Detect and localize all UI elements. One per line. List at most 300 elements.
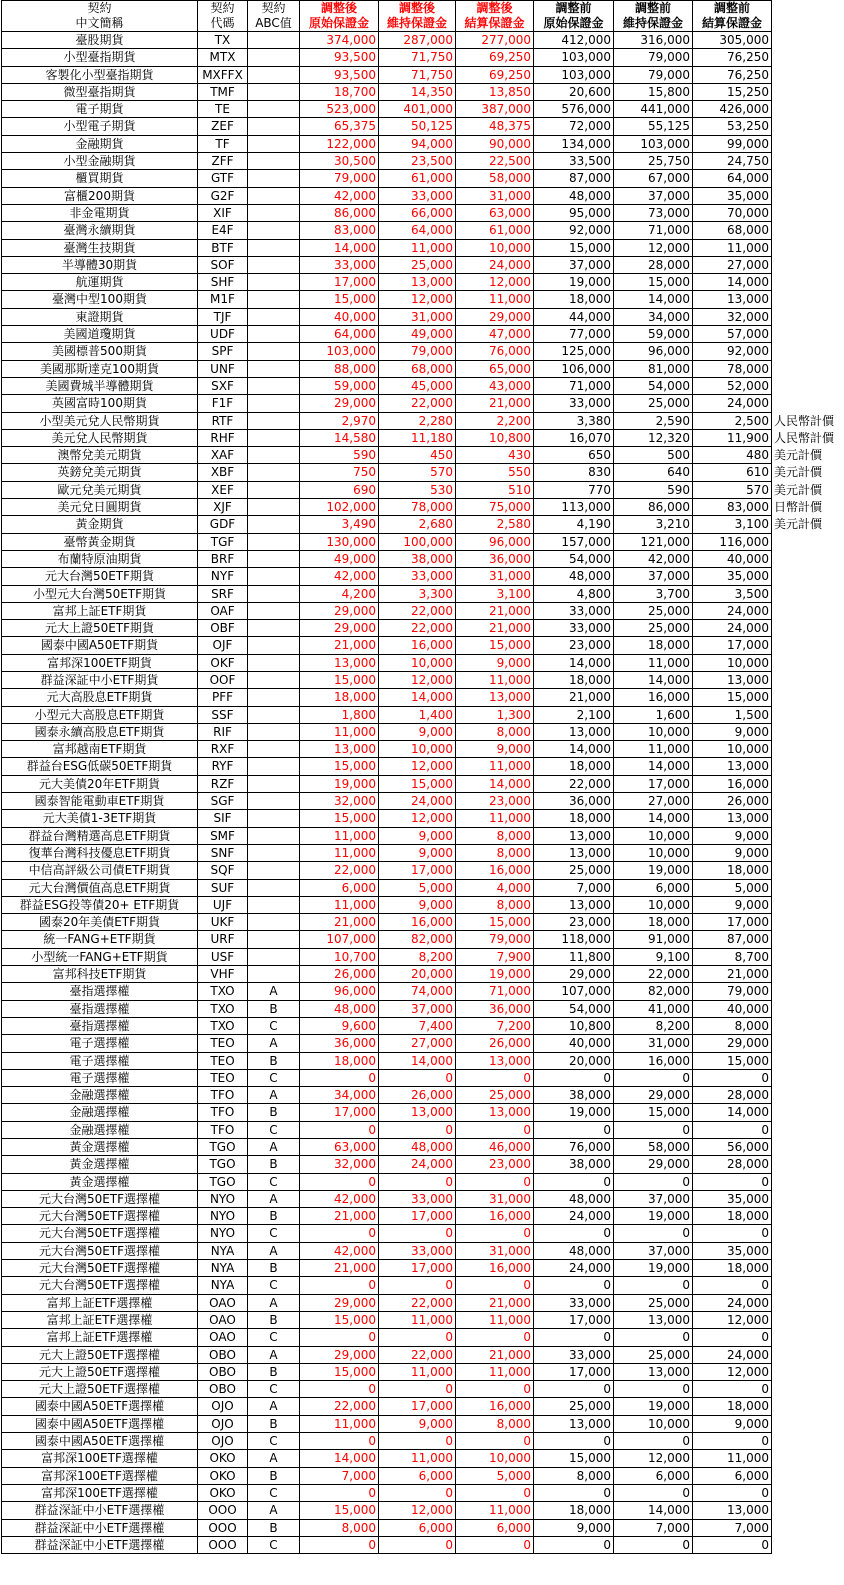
abc-value <box>248 447 300 464</box>
contract-code: TEO <box>198 1069 248 1086</box>
before-initial-margin: 48,000 <box>534 1242 614 1259</box>
before-settlement-margin: 70,000 <box>693 204 772 221</box>
after-maintenance-margin: 0 <box>379 1433 456 1450</box>
after-initial-margin: 15,000 <box>300 1502 379 1519</box>
after-maintenance-margin: 22,000 <box>379 1294 456 1311</box>
table-row <box>2 585 840 602</box>
currency-note <box>772 827 840 844</box>
after-maintenance-margin: 94,000 <box>379 135 456 152</box>
abc-value <box>248 550 300 567</box>
contract-code: TGF <box>198 533 248 550</box>
before-initial-margin: 576,000 <box>534 101 614 118</box>
before-maintenance-margin: 42,000 <box>614 550 693 567</box>
after-maintenance-margin: 12,000 <box>379 1502 456 1519</box>
before-maintenance-margin: 11,000 <box>614 654 693 671</box>
currency-note <box>772 1121 840 1138</box>
after-initial-margin: 11,000 <box>300 827 379 844</box>
abc-value <box>248 222 300 239</box>
after-settlement-margin: 1,300 <box>456 706 534 723</box>
abc-value <box>248 135 300 152</box>
currency-note <box>772 896 840 913</box>
currency-note <box>772 239 840 256</box>
currency-note <box>772 49 840 66</box>
contract-code: OJO <box>198 1415 248 1432</box>
currency-note <box>772 1415 840 1432</box>
before-initial-margin: 33,000 <box>534 602 614 619</box>
table-row <box>2 291 840 308</box>
after-maintenance-margin: 401,000 <box>379 101 456 118</box>
abc-value: C <box>248 1536 300 1553</box>
after-maintenance-margin: 8,200 <box>379 948 456 965</box>
before-initial-margin: 20,600 <box>534 83 614 100</box>
after-maintenance-margin: 5,000 <box>379 879 456 896</box>
abc-value: B <box>248 1260 300 1277</box>
before-settlement-margin: 8,700 <box>693 948 772 965</box>
contract-code: RYF <box>198 758 248 775</box>
before-initial-margin: 24,000 <box>534 1208 614 1225</box>
currency-note <box>772 1398 840 1415</box>
margin-table <box>1 0 840 1554</box>
after-initial-margin: 48,000 <box>300 1000 379 1017</box>
after-maintenance-margin: 11,000 <box>379 1311 456 1328</box>
before-initial-margin: 24,000 <box>534 1260 614 1277</box>
contract-name: 元大台灣價值高息ETF期貨 <box>2 879 198 896</box>
after-maintenance-margin: 9,000 <box>379 723 456 740</box>
table-row <box>2 343 840 360</box>
abc-value <box>248 239 300 256</box>
after-settlement-margin: 13,000 <box>456 1104 534 1121</box>
after-settlement-margin: 7,200 <box>456 1017 534 1034</box>
before-initial-margin: 19,000 <box>534 274 614 291</box>
contract-code: SQF <box>198 862 248 879</box>
table-row <box>2 308 840 325</box>
abc-value: C <box>248 1069 300 1086</box>
before-maintenance-margin: 0 <box>614 1433 693 1450</box>
table-row <box>2 879 840 896</box>
before-initial-margin: 16,070 <box>534 429 614 446</box>
after-settlement-margin: 9,000 <box>456 654 534 671</box>
currency-note <box>772 1260 840 1277</box>
contract-code: RZF <box>198 775 248 792</box>
before-initial-margin: 13,000 <box>534 723 614 740</box>
before-maintenance-margin: 27,000 <box>614 793 693 810</box>
currency-note <box>772 395 840 412</box>
before-maintenance-margin: 9,100 <box>614 948 693 965</box>
before-settlement-margin: 57,000 <box>693 326 772 343</box>
abc-value <box>248 706 300 723</box>
currency-note: 美元計價 <box>774 482 823 497</box>
before-initial-margin: 412,000 <box>534 32 614 49</box>
before-maintenance-margin: 13,000 <box>614 1311 693 1328</box>
before-initial-margin: 0 <box>534 1225 614 1242</box>
after-settlement-margin: 2,580 <box>456 516 534 533</box>
after-settlement-margin: 69,250 <box>456 66 534 83</box>
before-maintenance-margin: 11,000 <box>614 741 693 758</box>
after-maintenance-margin: 20,000 <box>379 966 456 983</box>
before-settlement-margin: 7,000 <box>693 1519 772 1536</box>
after-initial-margin: 107,000 <box>300 931 379 948</box>
table-row <box>2 1346 840 1363</box>
after-maintenance-margin: 61,000 <box>379 170 456 187</box>
after-settlement-margin: 75,000 <box>456 499 534 516</box>
after-settlement-margin: 11,000 <box>456 291 534 308</box>
after-initial-margin: 7,000 <box>300 1467 379 1484</box>
contract-code: SXF <box>198 377 248 394</box>
table-row <box>2 689 840 706</box>
before-maintenance-margin: 71,000 <box>614 222 693 239</box>
abc-value <box>248 464 300 481</box>
after-initial-margin: 130,000 <box>300 533 379 550</box>
contract-name: 電子選擇權 <box>2 1035 198 1052</box>
abc-value: C <box>248 1017 300 1034</box>
abc-value: C <box>248 1225 300 1242</box>
table-row <box>2 775 840 792</box>
contract-name: 非金電期貨 <box>2 204 198 221</box>
currency-note <box>772 793 840 810</box>
header-note-spacer <box>772 1 840 32</box>
after-settlement-margin: 0 <box>456 1069 534 1086</box>
contract-code: OBO <box>198 1346 248 1363</box>
before-settlement-margin: 40,000 <box>693 550 772 567</box>
table-row <box>2 499 840 516</box>
abc-value: C <box>248 1277 300 1294</box>
abc-value: B <box>248 1363 300 1380</box>
before-settlement-margin: 0 <box>693 1225 772 1242</box>
after-settlement-margin: 11,000 <box>456 810 534 827</box>
currency-note: 美元計價 <box>774 465 823 480</box>
after-initial-margin: 29,000 <box>300 395 379 412</box>
contract-name: 臺灣中型100期貨 <box>2 291 198 308</box>
after-maintenance-margin: 24,000 <box>379 793 456 810</box>
table-row <box>2 170 840 187</box>
contract-name: 臺指選擇權 <box>2 1000 198 1017</box>
before-settlement-margin: 15,000 <box>693 1052 772 1069</box>
after-maintenance-margin: 82,000 <box>379 931 456 948</box>
before-settlement-margin: 0 <box>693 1173 772 1190</box>
before-maintenance-margin: 640 <box>614 464 693 481</box>
table-row <box>2 620 840 637</box>
after-initial-margin: 18,000 <box>300 689 379 706</box>
abc-value <box>248 948 300 965</box>
abc-value <box>248 723 300 740</box>
currency-note: 日幣計價 <box>774 500 823 515</box>
contract-code: SOF <box>198 256 248 273</box>
contract-code: URF <box>198 931 248 948</box>
before-maintenance-margin: 79,000 <box>614 66 693 83</box>
after-settlement-margin: 15,000 <box>456 637 534 654</box>
before-initial-margin: 0 <box>534 1277 614 1294</box>
after-settlement-margin: 0 <box>456 1225 534 1242</box>
after-maintenance-margin: 48,000 <box>379 1139 456 1156</box>
table-row <box>2 723 840 740</box>
abc-value <box>248 32 300 49</box>
before-settlement-margin: 12,000 <box>693 1311 772 1328</box>
contract-code: SIF <box>198 810 248 827</box>
currency-note <box>772 326 840 343</box>
table-row <box>2 533 840 550</box>
currency-note <box>772 187 840 204</box>
after-maintenance-margin: 530 <box>379 481 456 498</box>
contract-code: RHF <box>198 429 248 446</box>
currency-note <box>772 948 840 965</box>
contract-code: OKO <box>198 1467 248 1484</box>
before-settlement-margin: 5,000 <box>693 879 772 896</box>
currency-note <box>772 118 840 135</box>
table-row <box>2 827 840 844</box>
table-row <box>2 602 840 619</box>
abc-value: B <box>248 1467 300 1484</box>
after-settlement-margin: 510 <box>456 481 534 498</box>
contract-code: TGO <box>198 1139 248 1156</box>
before-maintenance-margin: 82,000 <box>614 983 693 1000</box>
contract-name: 黃金期貨 <box>2 516 198 533</box>
contract-code: OOO <box>198 1536 248 1553</box>
currency-note <box>772 533 840 550</box>
abc-value <box>248 793 300 810</box>
before-initial-margin: 2,100 <box>534 706 614 723</box>
before-maintenance-margin: 67,000 <box>614 170 693 187</box>
abc-value: A <box>248 1035 300 1052</box>
after-initial-margin: 88,000 <box>300 360 379 377</box>
before-maintenance-margin: 59,000 <box>614 326 693 343</box>
before-initial-margin: 71,000 <box>534 377 614 394</box>
abc-value <box>248 395 300 412</box>
contract-name: 金融選擇權 <box>2 1104 198 1121</box>
after-settlement-margin: 16,000 <box>456 1208 534 1225</box>
contract-code: TFO <box>198 1121 248 1138</box>
after-settlement-margin: 21,000 <box>456 1346 534 1363</box>
contract-name: 美國道瓊期貨 <box>2 326 198 343</box>
after-initial-margin: 96,000 <box>300 983 379 1000</box>
currency-note <box>772 1052 840 1069</box>
before-initial-margin: 33,500 <box>534 153 614 170</box>
contract-code: PFF <box>198 689 248 706</box>
contract-name: 國泰中國A50ETF選擇權 <box>2 1415 198 1432</box>
before-maintenance-margin: 54,000 <box>614 377 693 394</box>
before-settlement-margin: 13,000 <box>693 758 772 775</box>
currency-note: 人民幣計價 <box>774 430 835 445</box>
before-initial-margin: 54,000 <box>534 1000 614 1017</box>
before-initial-margin: 18,000 <box>534 1502 614 1519</box>
after-maintenance-margin: 9,000 <box>379 1415 456 1432</box>
after-initial-margin: 21,000 <box>300 1260 379 1277</box>
after-initial-margin: 49,000 <box>300 550 379 567</box>
after-maintenance-margin: 6,000 <box>379 1519 456 1536</box>
currency-note <box>772 758 840 775</box>
abc-value <box>248 187 300 204</box>
before-settlement-margin: 9,000 <box>693 1415 772 1432</box>
before-maintenance-margin: 0 <box>614 1069 693 1086</box>
abc-value <box>248 256 300 273</box>
table-row <box>2 360 840 377</box>
contract-name: 元大台灣50ETF期貨 <box>2 568 198 585</box>
table-row <box>2 966 840 983</box>
before-maintenance-margin: 29,000 <box>614 1156 693 1173</box>
abc-value <box>248 568 300 585</box>
contract-code: NYF <box>198 568 248 585</box>
contract-code: F1F <box>198 395 248 412</box>
table-row <box>2 758 840 775</box>
table-row <box>2 706 840 723</box>
before-settlement-margin: 24,000 <box>693 620 772 637</box>
after-settlement-margin: 8,000 <box>456 896 534 913</box>
table-row <box>2 516 840 533</box>
before-settlement-margin: 480 <box>693 447 772 464</box>
after-maintenance-margin: 66,000 <box>379 204 456 221</box>
before-settlement-margin: 76,250 <box>693 49 772 66</box>
currency-note <box>772 620 840 637</box>
before-settlement-margin: 0 <box>693 1536 772 1553</box>
contract-name: 元大上證50ETF選擇權 <box>2 1363 198 1380</box>
after-maintenance-margin: 12,000 <box>379 810 456 827</box>
currency-note <box>772 568 840 585</box>
currency-note <box>772 966 840 983</box>
after-initial-margin: 0 <box>300 1173 379 1190</box>
contract-name: 富邦上証ETF選擇權 <box>2 1294 198 1311</box>
after-settlement-margin: 63,000 <box>456 204 534 221</box>
after-maintenance-margin: 22,000 <box>379 395 456 412</box>
before-settlement-margin: 9,000 <box>693 896 772 913</box>
before-settlement-margin: 116,000 <box>693 533 772 550</box>
after-maintenance-margin: 68,000 <box>379 360 456 377</box>
after-settlement-margin: 16,000 <box>456 1260 534 1277</box>
currency-note <box>772 1208 840 1225</box>
before-settlement-margin: 17,000 <box>693 914 772 931</box>
abc-value <box>248 49 300 66</box>
after-maintenance-margin: 71,750 <box>379 66 456 83</box>
after-maintenance-margin: 11,000 <box>379 1363 456 1380</box>
abc-value <box>248 741 300 758</box>
after-maintenance-margin: 33,000 <box>379 1242 456 1259</box>
before-maintenance-margin: 25,000 <box>614 1346 693 1363</box>
after-maintenance-margin: 7,400 <box>379 1017 456 1034</box>
after-initial-margin: 0 <box>300 1433 379 1450</box>
before-initial-margin: 44,000 <box>534 308 614 325</box>
abc-value: A <box>248 1450 300 1467</box>
table-row <box>2 239 840 256</box>
before-settlement-margin: 18,000 <box>693 1398 772 1415</box>
after-initial-margin: 17,000 <box>300 1104 379 1121</box>
after-maintenance-margin: 22,000 <box>379 620 456 637</box>
abc-value <box>248 844 300 861</box>
contract-name: 群益ESG投等債20+ ETF期貨 <box>2 896 198 913</box>
currency-note <box>772 1000 840 1017</box>
currency-note <box>772 1035 840 1052</box>
before-settlement-margin: 11,000 <box>693 239 772 256</box>
contract-name: 國泰智能電動車ETF期貨 <box>2 793 198 810</box>
before-maintenance-margin: 0 <box>614 1173 693 1190</box>
after-initial-margin: 65,375 <box>300 118 379 135</box>
table-row <box>2 1225 840 1242</box>
table-row <box>2 1415 840 1432</box>
contract-name: 臺指選擇權 <box>2 1017 198 1034</box>
before-maintenance-margin: 18,000 <box>614 637 693 654</box>
contract-code: NYA <box>198 1260 248 1277</box>
before-initial-margin: 830 <box>534 464 614 481</box>
after-settlement-margin: 43,000 <box>456 377 534 394</box>
currency-note <box>772 775 840 792</box>
after-maintenance-margin: 37,000 <box>379 1000 456 1017</box>
table-row <box>2 1363 840 1380</box>
after-maintenance-margin: 450 <box>379 447 456 464</box>
after-maintenance-margin: 22,000 <box>379 602 456 619</box>
before-maintenance-margin: 103,000 <box>614 135 693 152</box>
currency-note <box>772 844 840 861</box>
contract-code: BRF <box>198 550 248 567</box>
after-maintenance-margin: 78,000 <box>379 499 456 516</box>
before-settlement-margin: 52,000 <box>693 377 772 394</box>
after-initial-margin: 21,000 <box>300 1208 379 1225</box>
after-initial-margin: 11,000 <box>300 844 379 861</box>
after-maintenance-margin: 0 <box>379 1484 456 1501</box>
before-initial-margin: 14,000 <box>534 654 614 671</box>
contract-code: OAO <box>198 1311 248 1328</box>
contract-code: TEO <box>198 1052 248 1069</box>
before-settlement-margin: 6,000 <box>693 1467 772 1484</box>
contract-code: GDF <box>198 516 248 533</box>
contract-code: SHF <box>198 274 248 291</box>
after-initial-margin: 1,800 <box>300 706 379 723</box>
contract-code: TEO <box>198 1035 248 1052</box>
abc-value <box>248 204 300 221</box>
abc-value: B <box>248 1156 300 1173</box>
before-maintenance-margin: 81,000 <box>614 360 693 377</box>
after-initial-margin: 34,000 <box>300 1087 379 1104</box>
after-settlement-margin: 24,000 <box>456 256 534 273</box>
table-row <box>2 1104 840 1121</box>
before-initial-margin: 650 <box>534 447 614 464</box>
abc-value <box>248 326 300 343</box>
table-row <box>2 896 840 913</box>
contract-code: NYA <box>198 1242 248 1259</box>
contract-code: XEF <box>198 481 248 498</box>
before-initial-margin: 38,000 <box>534 1087 614 1104</box>
table-row <box>2 1000 840 1017</box>
abc-value <box>248 499 300 516</box>
before-initial-margin: 36,000 <box>534 793 614 810</box>
abc-value <box>248 775 300 792</box>
before-settlement-margin: 0 <box>693 1329 772 1346</box>
header-after-initial: 調整後 原始保證金 <box>300 1 379 32</box>
after-settlement-margin: 23,000 <box>456 793 534 810</box>
after-maintenance-margin: 13,000 <box>379 1104 456 1121</box>
after-settlement-margin: 21,000 <box>456 620 534 637</box>
before-initial-margin: 48,000 <box>534 568 614 585</box>
before-initial-margin: 33,000 <box>534 1346 614 1363</box>
currency-note <box>772 637 840 654</box>
contract-name: 小型電子期貨 <box>2 118 198 135</box>
contract-name: 美元兌人民幣期貨 <box>2 429 198 446</box>
after-initial-margin: 0 <box>300 1277 379 1294</box>
table-row <box>2 1467 840 1484</box>
after-maintenance-margin: 17,000 <box>379 862 456 879</box>
after-settlement-margin: 19,000 <box>456 966 534 983</box>
contract-name: 富邦上証ETF期貨 <box>2 602 198 619</box>
before-settlement-margin: 15,000 <box>693 689 772 706</box>
after-maintenance-margin: 14,000 <box>379 1052 456 1069</box>
table-row <box>2 948 840 965</box>
before-maintenance-margin: 6,000 <box>614 1467 693 1484</box>
contract-name: 國泰20年美債ETF期貨 <box>2 914 198 931</box>
currency-note <box>772 862 840 879</box>
currency-note <box>772 170 840 187</box>
contract-code: ZEF <box>198 118 248 135</box>
before-initial-margin: 33,000 <box>534 1294 614 1311</box>
table-row <box>2 914 840 931</box>
after-maintenance-margin: 0 <box>379 1536 456 1553</box>
before-maintenance-margin: 19,000 <box>614 862 693 879</box>
currency-note <box>772 1346 840 1363</box>
